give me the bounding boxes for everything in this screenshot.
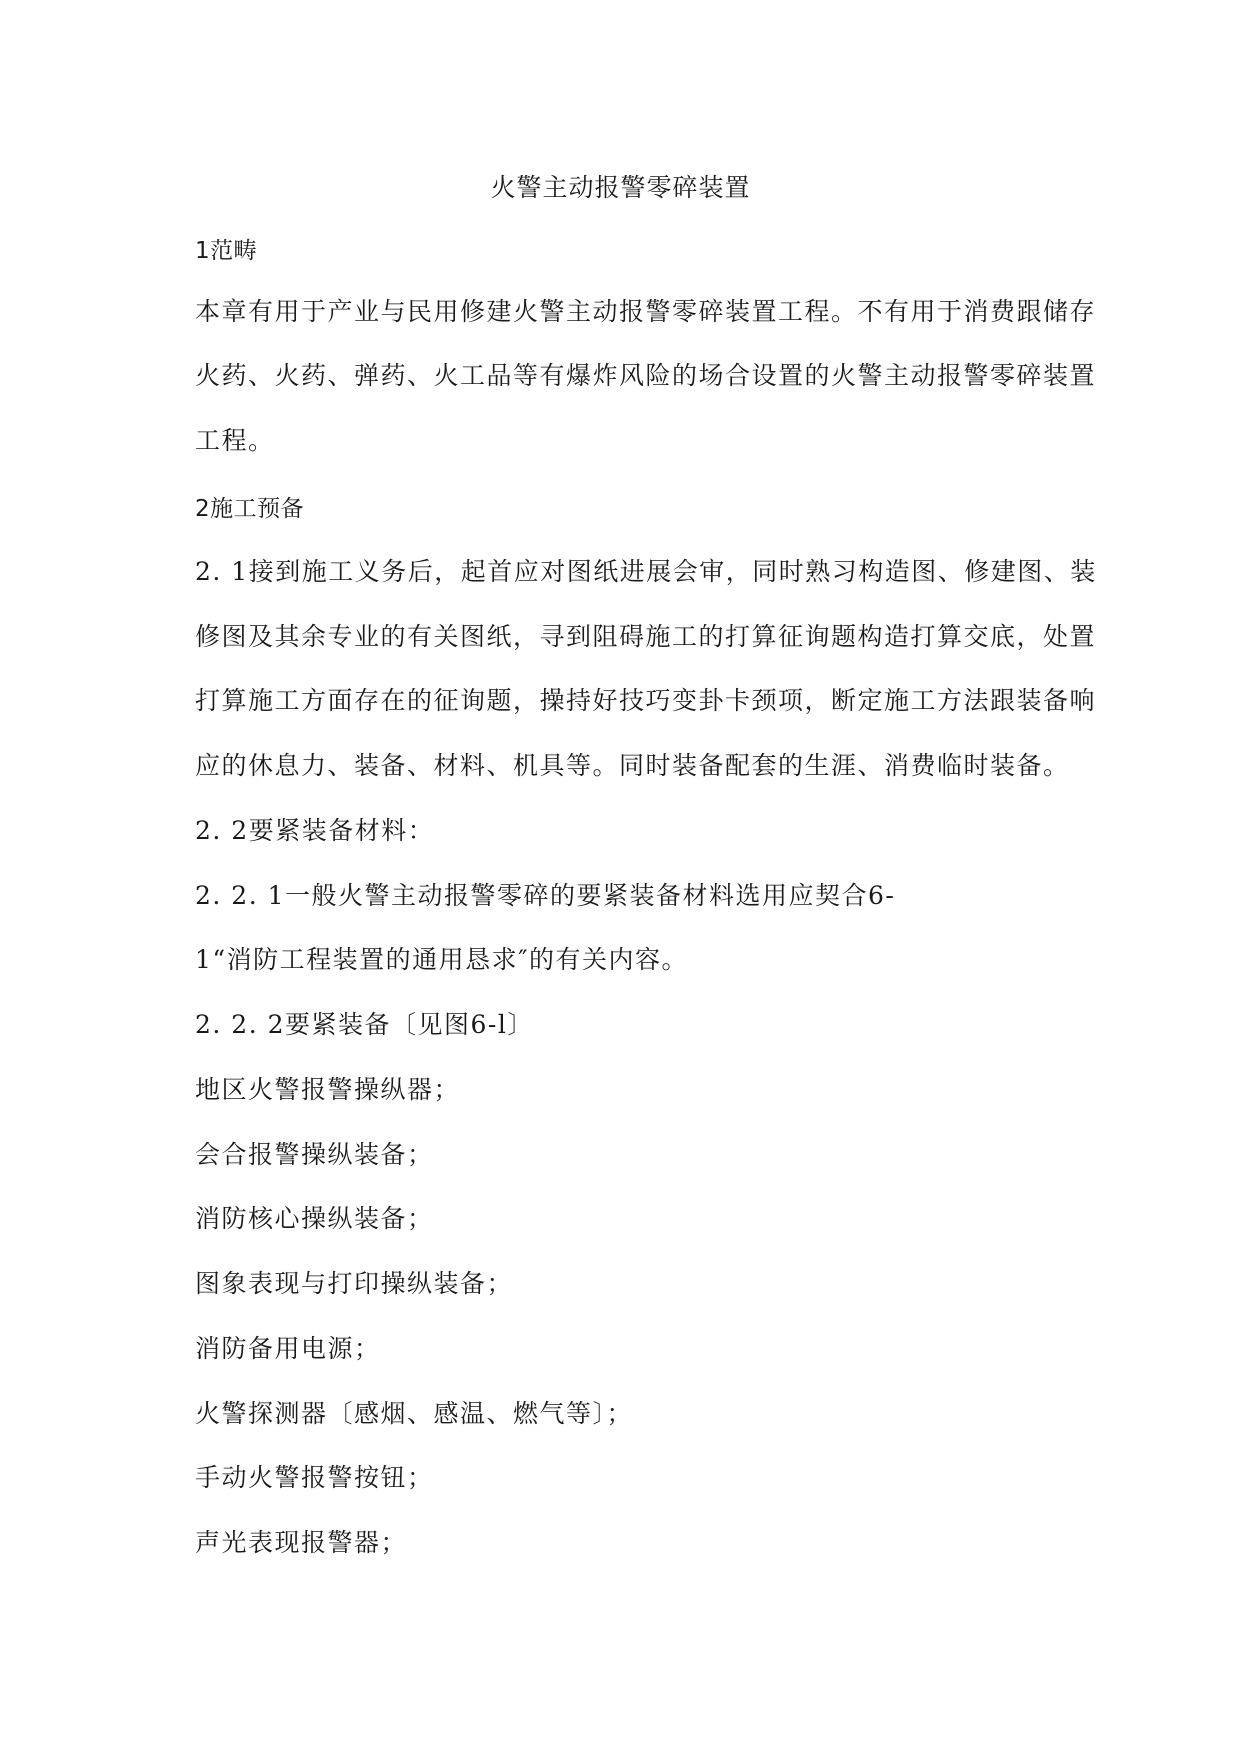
subsection-line: 2. 2. 2要紧装备〔见图6-l〕 — [195, 1010, 534, 1039]
list-item: 声光表现报警器； — [195, 1528, 408, 1557]
paragraph-line: 打算施工方面存在的征询题，操持好技巧变卦卡颈项，断定施工方法跟装备响 — [195, 686, 1097, 715]
list-item: 手动火警报警按钮； — [195, 1463, 434, 1492]
paragraph-line: 1“消防工程装置的通用恳求″的有关内容。 — [195, 945, 689, 974]
document-title: 火警主动报警零碎装置 — [490, 173, 751, 202]
list-item: 消防备用电源； — [195, 1334, 381, 1363]
paragraph-line: 火药、火药、弹药、火工品等有爆炸风险的场合设置的火警主动报警零碎装置 — [195, 361, 1097, 390]
paragraph-line: 2. 1接到施工义务后，起首应对图纸进展会审，同时熟习构造图、修建图、装 — [195, 557, 1097, 586]
paragraph-line: 修图及其余专业的有关图纸，寻到阻碍施工的打算征询题构造打算交底，处置 — [195, 622, 1097, 651]
subsection-line: 2. 2. 1一般火警主动报警零碎的要紧装备材料选用应契合6- — [195, 881, 896, 910]
paragraph-line: 应的休息力、装备、材料、机具等。同时装备配套的生涯、消费临时装备。 — [195, 751, 1070, 780]
paragraph-line: 工程。 — [195, 426, 275, 455]
paragraph-line: 本章有用于产业与民用修建火警主动报警零碎装置工程。不有用于消费跟储存 — [195, 297, 1097, 326]
section-heading-scope: 1范畴 — [195, 238, 258, 264]
list-item: 会合报警操纵装备； — [195, 1140, 434, 1169]
list-item: 图象表现与打印操纵装备； — [195, 1269, 514, 1298]
section-heading-preparation: 2施工预备 — [195, 496, 305, 522]
list-item: 地区火警报警操纵器； — [195, 1075, 461, 1104]
list-item: 火警探测器〔感烟、感温、燃气等〕； — [195, 1399, 634, 1428]
list-item: 消防核心操纵装备； — [195, 1204, 434, 1233]
subsection-line: 2. 2要紧装备材料： — [195, 816, 435, 845]
